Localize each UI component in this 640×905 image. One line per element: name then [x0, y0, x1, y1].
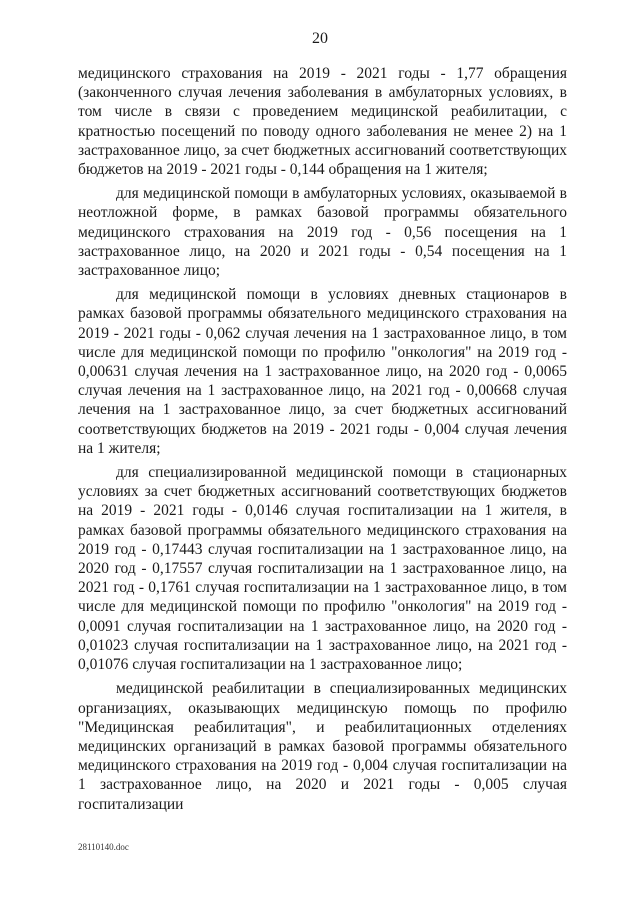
footer-filename: 28110140.doc — [78, 842, 129, 852]
page-number: 20 — [312, 30, 328, 47]
paragraph: медицинской реабилитации в специализированных медицинских организациях, оказывающих медицинскую помощь по профилю "Медицинская реабилитация", и реабилитационных отделениях медицинских организаций в рамках базовой программы обязательного медицинского страхования на 2019 год - 0,004 случая госпитализации на 1 застрахованное лицо, на 2020 и 2021 годы - 0,005 случая госпитализации — [78, 680, 567, 813]
paragraph: для специализированной медицинской помощи в стационарных условиях за счет бюджетных ассигнований соответствующих бюджетов на 2019 - 2021 годы - 0,0146 случая госпитализации на 1 жителя, в рамках базовой программы обязательного медицинского страхования на 2019 год - 0,17443 случая госпитализации на 1 застрахованное лицо, на 2020 год - 0,17557 случая госпитализации на 1 застрахованное лицо, на 2021 год - 0,1761 случая госпитализации на 1 застрахованное лицо, в том числе для медицинской помощи по профилю "онкология" на 2019 год - 0,0091 случая госпитализации на 1 застрахованное лицо, на 2020 год - 0,01023 случая госпитализации на 1 застрахованное лицо, на 2021 год - 0,01076 случая госпитализации на 1 застрахованное лицо; — [78, 464, 567, 674]
body-text — [78, 64, 567, 814]
paragraph: медицинского страхования на 2019 - 2021 годы - 1,77 обращения (законченного случая лечения заболевания в амбулаторных условиях, в том числе в связи с проведением медицинской реабилитации, с кратностью посещений по поводу одного заболевания не менее 2) на 1 застрахованное лицо, за счет бюджетных ассигнований соответствующих бюджетов на 2019 - 2021 годы - 0,144 обращения на 1 жителя; — [78, 65, 567, 179]
paragraph: для медицинской помощи в условиях дневных стационаров в рамках базовой программы обязательного медицинского страхования на 2019 - 2021 годы - 0,062 случая лечения на 1 застрахованное лицо, в том числе для медицинской помощи по профилю "онкология" на 2019 год - 0,00631 случая лечения на 1 застрахованное лицо, на 2020 год - 0,0065 случая лечения на 1 застрахованное лицо, на 2021 год - 0,00668 случая лечения на 1 застрахованное лицо, за счет бюджетных ассигнований соответствующих бюджетов на 2019 - 2021 годы - 0,004 случая лечения на 1 жителя; — [78, 286, 567, 457]
paragraph: для медицинской помощи в амбулаторных условиях, оказываемой в неотложной форме, в рамках базовой программы обязательного медицинского страхования на 2019 год - 0,56 посещения на 1 застрахованное лицо, на 2020 и 2021 годы - 0,54 посещения на 1 застрахованное лицо; — [78, 185, 567, 280]
